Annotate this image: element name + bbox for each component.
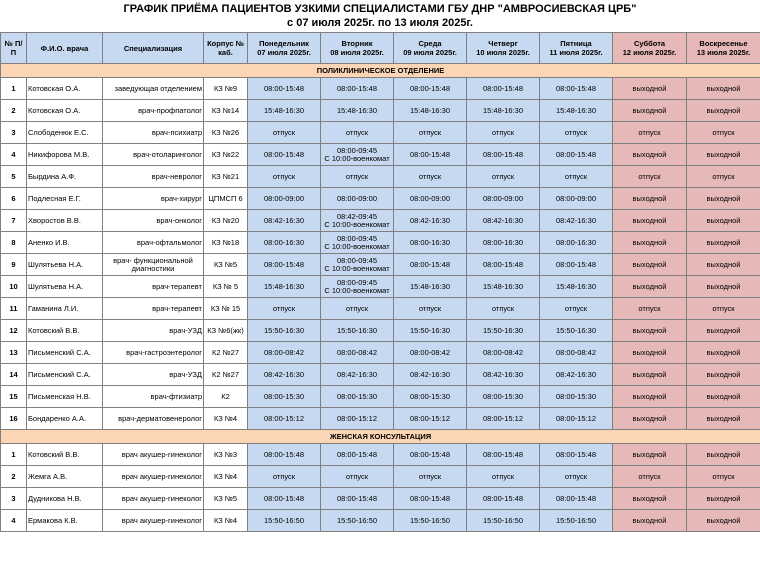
schedule-cell: отпуск — [248, 166, 321, 188]
schedule-cell: 08:00-08:42 — [321, 342, 394, 364]
schedule-cell: выходной — [613, 510, 687, 532]
row-number: 11 — [1, 298, 27, 320]
day-date: 09 июля 2025г. — [403, 48, 457, 57]
schedule-cell: 15:50-16:30 — [467, 320, 540, 342]
row-number: 2 — [1, 466, 27, 488]
schedule-cell: выходной — [687, 210, 760, 232]
schedule-cell: отпуск — [687, 466, 760, 488]
doctor-name: Письменская Н.В. — [27, 386, 103, 408]
room: К2 №27 — [204, 364, 248, 386]
schedule-cell: 08:00-15:48 — [540, 444, 613, 466]
schedule-cell-line: 08:00-09:45 — [336, 277, 378, 287]
room: КЗ №5 — [204, 254, 248, 276]
table-row — [1, 100, 760, 122]
day-date: 13 июля 2025г. — [696, 48, 751, 57]
schedule-cell: 08:00-15:48 — [467, 488, 540, 510]
row-number: 13 — [1, 342, 27, 364]
doctor-name: Котовский В.В. — [27, 444, 103, 466]
schedule-cell: отпуск — [321, 122, 394, 144]
doctor-name: Жемга А.В. — [27, 466, 103, 488]
col-day-header — [248, 33, 321, 64]
col-day-header — [321, 33, 394, 64]
schedule-cell: выходной — [613, 342, 687, 364]
room: КЗ №4 — [204, 466, 248, 488]
schedule-cell: отпуск — [248, 466, 321, 488]
schedule-cell: 08:00-15:48 — [321, 488, 394, 510]
schedule-cell: отпуск — [613, 122, 687, 144]
schedule-cell: отпуск — [540, 298, 613, 320]
schedule-cell: выходной — [613, 188, 687, 210]
schedule-cell: выходной — [613, 488, 687, 510]
doctor-name: Аненко И.В. — [27, 232, 103, 254]
schedule-cell: 08:00-16:30 — [248, 232, 321, 254]
schedule-cell: выходной — [687, 386, 760, 408]
table-row — [1, 276, 760, 298]
schedule-cell: отпуск — [613, 298, 687, 320]
schedule-cell — [321, 210, 394, 232]
specialization: заведующая отделением — [103, 78, 204, 100]
room: К2 — [204, 386, 248, 408]
schedule-cell: 08:00-09:00 — [321, 188, 394, 210]
schedule-body — [1, 64, 760, 532]
schedule-cell — [321, 232, 394, 254]
table-row — [1, 166, 760, 188]
schedule-cell: выходной — [687, 488, 760, 510]
schedule-cell: отпуск — [394, 298, 467, 320]
schedule-cell: 08:00-15:48 — [467, 144, 540, 166]
schedule-cell: 08:42-16:30 — [321, 364, 394, 386]
room: КЗ №4 — [204, 510, 248, 532]
schedule-cell: 15:48-16:30 — [540, 100, 613, 122]
schedule-cell: 08:42-16:30 — [248, 210, 321, 232]
room: КЗ №3 — [204, 444, 248, 466]
doctor-name: Шулятьева Н.А. — [27, 276, 103, 298]
schedule-cell-line: С 10:00-военкомат — [324, 219, 390, 229]
schedule-cell: выходной — [613, 320, 687, 342]
schedule-cell: 08:00-08:42 — [540, 342, 613, 364]
schedule-cell: выходной — [613, 78, 687, 100]
schedule-cell: 08:42-16:30 — [467, 210, 540, 232]
schedule-cell: отпуск — [467, 298, 540, 320]
room: КЗ №9 — [204, 78, 248, 100]
schedule-cell: 08:00-09:00 — [540, 188, 613, 210]
schedule-cell-line: 08:00-09:45 — [336, 233, 378, 243]
schedule-cell — [321, 254, 394, 276]
schedule-cell: отпуск — [687, 122, 760, 144]
section-title: ЖЕНСКАЯ КОНСУЛЬТАЦИЯ — [1, 430, 760, 444]
col-room-header: Корпус № каб. — [204, 33, 248, 64]
schedule-cell: выходной — [687, 144, 760, 166]
schedule-cell: 08:00-15:48 — [394, 444, 467, 466]
title-line-2: с 07 июля 2025г. по 13 июля 2025г. — [287, 17, 473, 29]
day-date: 10 июля 2025г. — [476, 48, 530, 57]
schedule-cell: отпуск — [540, 166, 613, 188]
table-row — [1, 254, 760, 276]
row-number: 4 — [1, 510, 27, 532]
schedule-cell: выходной — [687, 510, 760, 532]
row-number: 15 — [1, 386, 27, 408]
table-row — [1, 488, 760, 510]
specialization: врач акушер-гинеколог — [103, 444, 204, 466]
schedule-cell: выходной — [687, 276, 760, 298]
schedule-cell: 08:00-15:12 — [394, 408, 467, 430]
title-line-1: ГРАФИК ПРИЁМА ПАЦИЕНТОВ УЗКИМИ СПЕЦИАЛИСТАМИ ГБУ ДНР "АМВРОСИЕВСКАЯ ЦРБ" — [123, 3, 637, 15]
specialization: врач-психиатр — [103, 122, 204, 144]
table-row — [1, 298, 760, 320]
schedule-cell: 08:00-15:30 — [321, 386, 394, 408]
schedule-cell: 15:48-16:30 — [467, 100, 540, 122]
day-date: 11 июля 2025г. — [549, 48, 603, 57]
schedule-cell: выходной — [687, 78, 760, 100]
schedule-cell: 08:00-15:48 — [321, 444, 394, 466]
schedule-cell: отпуск — [467, 122, 540, 144]
table-row — [1, 320, 760, 342]
row-number: 1 — [1, 78, 27, 100]
row-number: 9 — [1, 254, 27, 276]
row-number: 2 — [1, 100, 27, 122]
doctor-name: Подлесная Е.Г. — [27, 188, 103, 210]
specialization-line: диагностики — [131, 263, 175, 273]
room: КЗ №26 — [204, 122, 248, 144]
doctor-name: Котовский В.В. — [27, 320, 103, 342]
schedule-cell: 15:50-16:30 — [321, 320, 394, 342]
specialization — [103, 254, 204, 276]
schedule-cell-line: С 10:00-военкомат — [324, 153, 390, 163]
row-number: 4 — [1, 144, 27, 166]
table-row — [1, 232, 760, 254]
schedule-cell: выходной — [613, 364, 687, 386]
schedule-cell: отпуск — [613, 166, 687, 188]
schedule-cell: выходной — [613, 408, 687, 430]
schedule-cell: 15:48-16:30 — [394, 100, 467, 122]
schedule-cell: 15:50-16:50 — [540, 510, 613, 532]
col-spec-header: Специализация — [103, 33, 204, 64]
room: К2 №27 — [204, 342, 248, 364]
schedule-cell: 08:00-15:48 — [540, 144, 613, 166]
doctor-name: Котовская О.А. — [27, 100, 103, 122]
schedule-cell: выходной — [613, 210, 687, 232]
schedule-cell: 08:00-08:42 — [467, 342, 540, 364]
specialization: врач акушер-гинеколог — [103, 488, 204, 510]
doctor-name: Хворостов В.В. — [27, 210, 103, 232]
day-name: Среда — [418, 39, 442, 48]
schedule-cell: выходной — [613, 232, 687, 254]
table-row — [1, 408, 760, 430]
schedule-cell: 08:00-15:30 — [540, 386, 613, 408]
schedule-cell: 08:00-15:48 — [540, 78, 613, 100]
specialization: врач акушер-гинеколог — [103, 510, 204, 532]
section-header-row — [1, 64, 760, 78]
schedule-cell: 15:50-16:30 — [248, 320, 321, 342]
row-number: 12 — [1, 320, 27, 342]
doctor-name: Котовская О.А. — [27, 78, 103, 100]
table-row — [1, 210, 760, 232]
doctor-name: Бырдина А.Ф. — [27, 166, 103, 188]
row-number: 7 — [1, 210, 27, 232]
col-day-header — [613, 33, 687, 64]
specialization: врач-гастроэнтеролог — [103, 342, 204, 364]
day-name: Суббота — [633, 39, 666, 48]
schedule-cell: 08:00-15:48 — [394, 254, 467, 276]
table-row — [1, 466, 760, 488]
schedule-cell: выходной — [687, 100, 760, 122]
schedule-cell: отпуск — [394, 466, 467, 488]
schedule-cell: 08:42-16:30 — [248, 364, 321, 386]
schedule-cell: выходной — [687, 188, 760, 210]
schedule-cell: 08:00-15:48 — [540, 488, 613, 510]
schedule-cell: отпуск — [248, 298, 321, 320]
day-date: 12 июля 2025г. — [622, 48, 677, 57]
room: КЗ №5 — [204, 488, 248, 510]
day-name: Вторник — [341, 39, 373, 48]
day-name: Четверг — [488, 39, 518, 48]
day-name: Пятница — [560, 39, 592, 48]
specialization: врач-терапевт — [103, 276, 204, 298]
schedule-cell: 08:42-16:30 — [540, 364, 613, 386]
schedule-cell: 15:50-16:30 — [540, 320, 613, 342]
day-date: 07 июля 2025г. — [257, 48, 311, 57]
table-row — [1, 510, 760, 532]
col-day-header — [687, 33, 760, 64]
schedule-cell: отпуск — [321, 298, 394, 320]
schedule-cell: 15:50-16:50 — [248, 510, 321, 532]
schedule-cell: 15:48-16:30 — [467, 276, 540, 298]
specialization: врач акушер-гинеколог — [103, 466, 204, 488]
schedule-cell: 08:42-16:30 — [467, 364, 540, 386]
schedule-cell: 08:00-15:48 — [540, 254, 613, 276]
schedule-cell: 08:00-15:30 — [248, 386, 321, 408]
col-num-header: № П/П — [1, 33, 27, 64]
schedule-cell: 08:00-08:42 — [394, 342, 467, 364]
table-row — [1, 188, 760, 210]
schedule-cell: 08:00-15:48 — [248, 254, 321, 276]
schedule-cell: 08:42-16:30 — [540, 210, 613, 232]
schedule-cell: выходной — [687, 342, 760, 364]
doctor-name: Гаманина Л.И. — [27, 298, 103, 320]
table-row — [1, 122, 760, 144]
schedule-cell: 08:00-15:48 — [248, 78, 321, 100]
schedule-cell: 08:00-15:48 — [248, 144, 321, 166]
schedule-cell: 08:00-15:48 — [394, 488, 467, 510]
row-number: 3 — [1, 122, 27, 144]
schedule-cell: 08:00-09:00 — [394, 188, 467, 210]
doctor-name: Никифорова М.В. — [27, 144, 103, 166]
schedule-cell: 15:50-16:50 — [321, 510, 394, 532]
schedule-cell: отпуск — [540, 466, 613, 488]
table-row — [1, 386, 760, 408]
schedule-table — [0, 32, 760, 532]
doctor-name: Ермакова К.В. — [27, 510, 103, 532]
schedule-cell: выходной — [687, 254, 760, 276]
day-date: 08 июля 2025г. — [330, 48, 384, 57]
schedule-cell-line: С 10:00-военкомат — [324, 263, 390, 273]
specialization: врач-хирург — [103, 188, 204, 210]
table-row — [1, 144, 760, 166]
schedule-cell-line: 08:00-09:45 — [336, 255, 378, 265]
schedule-cell: 15:48-16:30 — [248, 276, 321, 298]
schedule-cell: 08:00-15:12 — [248, 408, 321, 430]
schedule-cell: 08:00-15:48 — [467, 254, 540, 276]
schedule-cell: 08:00-16:30 — [394, 232, 467, 254]
schedule-cell: выходной — [687, 444, 760, 466]
schedule-cell: выходной — [613, 254, 687, 276]
schedule-cell: отпуск — [248, 122, 321, 144]
schedule-cell: 08:00-15:30 — [467, 386, 540, 408]
room: КЗ № 15 — [204, 298, 248, 320]
room: КЗ №14 — [204, 100, 248, 122]
col-name-header: Ф.И.О. врача — [27, 33, 103, 64]
schedule-cell: отпуск — [687, 166, 760, 188]
day-name: Понедельник — [259, 39, 309, 48]
schedule-cell: 08:42-16:30 — [394, 210, 467, 232]
row-number: 16 — [1, 408, 27, 430]
room: ЦПМСП 6 — [204, 188, 248, 210]
schedule-cell: 08:00-15:48 — [321, 78, 394, 100]
doctor-name: Дудникова Н.В. — [27, 488, 103, 510]
specialization: врач-УЗД — [103, 364, 204, 386]
row-number: 8 — [1, 232, 27, 254]
schedule-cell: 08:00-15:48 — [248, 444, 321, 466]
schedule-cell: выходной — [613, 144, 687, 166]
doctor-name: Письменский С.А. — [27, 364, 103, 386]
col-day-header — [394, 33, 467, 64]
schedule-cell: отпуск — [613, 466, 687, 488]
schedule-cell-line: С 10:00-военкомат — [324, 285, 390, 295]
schedule-cell: 15:50-16:50 — [394, 510, 467, 532]
table-row — [1, 444, 760, 466]
schedule-cell: 08:00-15:48 — [394, 144, 467, 166]
schedule-cell: выходной — [613, 444, 687, 466]
schedule-cell: выходной — [687, 320, 760, 342]
specialization: врач-невролог — [103, 166, 204, 188]
header-row — [1, 33, 760, 64]
schedule-cell: 08:42-16:30 — [394, 364, 467, 386]
schedule-cell: 08:00-15:48 — [394, 78, 467, 100]
doctor-name: Бондаренко А.А. — [27, 408, 103, 430]
document-title — [0, 0, 760, 32]
room: КЗ №22 — [204, 144, 248, 166]
schedule-cell: 08:00-15:12 — [321, 408, 394, 430]
schedule-cell: 15:48-16:30 — [540, 276, 613, 298]
table-row — [1, 364, 760, 386]
schedule-cell: отпуск — [321, 166, 394, 188]
specialization-line: врач- функциональной — [113, 255, 193, 265]
schedule-cell — [321, 276, 394, 298]
schedule-cell: отпуск — [394, 122, 467, 144]
schedule-cell-line: С 10:00-военкомат — [324, 241, 390, 251]
schedule-cell: 08:00-15:12 — [540, 408, 613, 430]
row-number: 10 — [1, 276, 27, 298]
schedule-cell: 08:00-15:48 — [467, 444, 540, 466]
schedule-cell: 08:00-15:48 — [248, 488, 321, 510]
schedule-cell: 08:00-15:30 — [394, 386, 467, 408]
schedule-cell: выходной — [613, 100, 687, 122]
specialization: врач-фтизиатр — [103, 386, 204, 408]
room: КЗ №4 — [204, 408, 248, 430]
room: КЗ № 5 — [204, 276, 248, 298]
table-row — [1, 342, 760, 364]
schedule-cell: 08:00-09:00 — [467, 188, 540, 210]
row-number: 5 — [1, 166, 27, 188]
schedule-cell: выходной — [687, 364, 760, 386]
schedule-cell: 08:00-09:00 — [248, 188, 321, 210]
schedule-cell: выходной — [687, 232, 760, 254]
row-number: 1 — [1, 444, 27, 466]
row-number: 6 — [1, 188, 27, 210]
specialization: врач-терапевт — [103, 298, 204, 320]
schedule-cell: выходной — [613, 386, 687, 408]
doctor-name: Слободенюк Е.С. — [27, 122, 103, 144]
specialization: врач-УЗД — [103, 320, 204, 342]
schedule-cell: 15:48-16:30 — [321, 100, 394, 122]
schedule-cell: отпуск — [540, 122, 613, 144]
schedule-cell: 08:00-08:42 — [248, 342, 321, 364]
schedule-cell: 08:00-15:12 — [467, 408, 540, 430]
schedule-cell: 08:00-15:48 — [467, 78, 540, 100]
section-header-row — [1, 430, 760, 444]
schedule-cell: 15:50-16:50 — [467, 510, 540, 532]
room: КЗ №20 — [204, 210, 248, 232]
schedule-cell: 15:48-16:30 — [394, 276, 467, 298]
schedule-cell: выходной — [613, 276, 687, 298]
schedule-cell: 08:00-16:30 — [540, 232, 613, 254]
schedule-cell: 15:50-16:30 — [394, 320, 467, 342]
day-name: Воскресенье — [699, 39, 748, 48]
doctor-name: Письменский С.А. — [27, 342, 103, 364]
col-day-header — [540, 33, 613, 64]
specialization: врач-дерматовенеролог — [103, 408, 204, 430]
schedule-cell: отпуск — [321, 466, 394, 488]
specialization: врач-отоларинголог — [103, 144, 204, 166]
room: КЗ №6(жк) — [204, 320, 248, 342]
col-day-header — [467, 33, 540, 64]
specialization: врач-онколог — [103, 210, 204, 232]
schedule-cell: 08:00-16:30 — [467, 232, 540, 254]
schedule-cell: выходной — [687, 408, 760, 430]
schedule-cell-line: 08:00-09:45 — [336, 145, 378, 155]
specialization: врач-профпатолог — [103, 100, 204, 122]
specialization: врач-офтальмолог — [103, 232, 204, 254]
section-title: ПОЛИКЛИНИЧЕСКОЕ ОТДЕЛЕНИЕ — [1, 64, 760, 78]
room: КЗ №18 — [204, 232, 248, 254]
table-row — [1, 78, 760, 100]
schedule-cell — [321, 144, 394, 166]
schedule-cell: отпуск — [467, 166, 540, 188]
schedule-cell: отпуск — [467, 466, 540, 488]
schedule-cell-line: 08:42-09:45 — [336, 211, 378, 221]
doctor-name: Шулятьева Н.А. — [27, 254, 103, 276]
schedule-cell: 15:48-16:30 — [248, 100, 321, 122]
room: КЗ №21 — [204, 166, 248, 188]
schedule-cell: отпуск — [687, 298, 760, 320]
row-number: 3 — [1, 488, 27, 510]
schedule-cell: отпуск — [394, 166, 467, 188]
row-number: 14 — [1, 364, 27, 386]
